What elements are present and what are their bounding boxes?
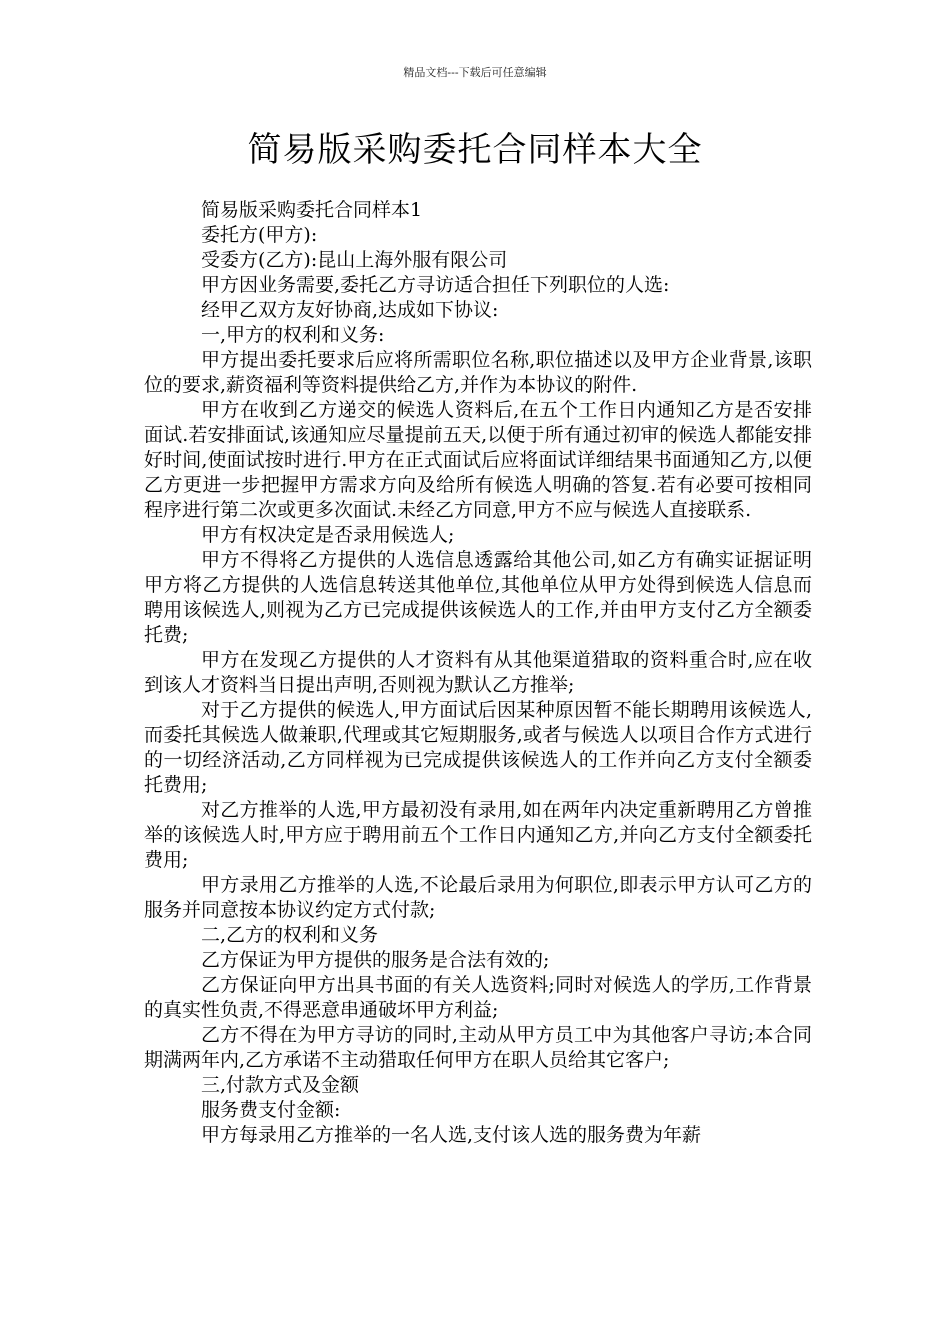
paragraph: 甲方不得将乙方提供的人选信息透露给其他公司,如乙方有确实证据证明甲方将乙方提供的人选信息转送其他单位,其他单位从甲方处得到候选人信息而聘用该候选人,则视为乙方已完成提供该候选人的工作,并由甲方支付乙方全额委托费; (144, 549, 812, 646)
paragraph: 甲方因业务需要,委托乙方寻访适合担任下列职位的人选: (201, 274, 670, 296)
paragraph: 简易版采购委托合同样本1 (201, 199, 423, 221)
paragraph: 甲方在收到乙方递交的候选人资料后,在五个工作日内通知乙方是否安排面试.若安排面试,该通知应尽量提前五天,以便于所有通过初审的候选人都能安排好时间,使面试按时进行.甲方在正式面试后应将面试详细结果书面通知乙方,以便乙方更进一步把握甲方需求方向及给所有候选人明确的答复.若有必要可按相同程序进行第二次或更多次面试.未经乙方同意,甲方不应与候选人直接联系. (144, 399, 812, 521)
paragraph: 受委方(乙方):昆山上海外服有限公司 (201, 249, 508, 271)
paragraph: 对于乙方提供的候选人,甲方面试后因某种原因暂不能长期聘用该候选人,而委托其候选人做兼职,代理或其它短期服务,或者与候选人以项目合作方式进行的一切经济活动,乙方同样视为已完成提供该候选人的工作并向乙方支付全额委托费用; (144, 699, 812, 796)
document-title: 简易版采购委托合同样本大全 (247, 130, 703, 170)
paragraph: 乙方保证为甲方提供的服务是合法有效的; (201, 949, 550, 971)
paragraph: 甲方录用乙方推举的人选,不论最后录用为何职位,即表示甲方认可乙方的服务并同意按本协议约定方式付款; (144, 874, 812, 921)
paragraph: 甲方每录用乙方推举的一名人选,支付该人选的服务费为年薪 (201, 1124, 702, 1146)
section-heading: 二,乙方的权利和义务 (201, 924, 379, 946)
paragraph: 委托方(甲方): (201, 224, 318, 246)
paragraph: 乙方不得在为甲方寻访的同时,主动从甲方员工中为其他客户寻访;本合同期满两年内,乙方承诺不主动猎取任何甲方在职人员给其它客户; (144, 1024, 812, 1071)
document-body (144, 198, 812, 1148)
paragraph: 对乙方推举的人选,甲方最初没有录用,如在两年内决定重新聘用乙方曾推举的该候选人时,甲方应于聘用前五个工作日内通知乙方,并向乙方支付全额委托费用; (144, 799, 812, 871)
paragraph: 经甲乙双方友好协商,达成如下协议: (201, 299, 499, 321)
paragraph: 甲方提出委托要求后应将所需职位名称,职位描述以及甲方企业背景,该职位的要求,薪资福利等资料提供给乙方,并作为本协议的附件. (144, 349, 812, 396)
paragraph: 乙方保证向甲方出具书面的有关人选资料;同时对候选人的学历,工作背景的真实性负责,不得恶意串通破坏甲方利益; (144, 974, 812, 1021)
paragraph: 服务费支付金额: (201, 1099, 341, 1121)
paragraph: 甲方在发现乙方提供的人才资料有从其他渠道猎取的资料重合时,应在收到该人才资料当日提出声明,否则视为默认乙方推举; (144, 649, 812, 696)
header-note: 精品文档---下载后可任意编辑 (403, 66, 547, 79)
section-heading: 三,付款方式及金额 (201, 1074, 360, 1096)
section-heading: 一,甲方的权利和义务: (201, 324, 385, 346)
paragraph: 甲方有权决定是否录用候选人; (201, 524, 455, 546)
